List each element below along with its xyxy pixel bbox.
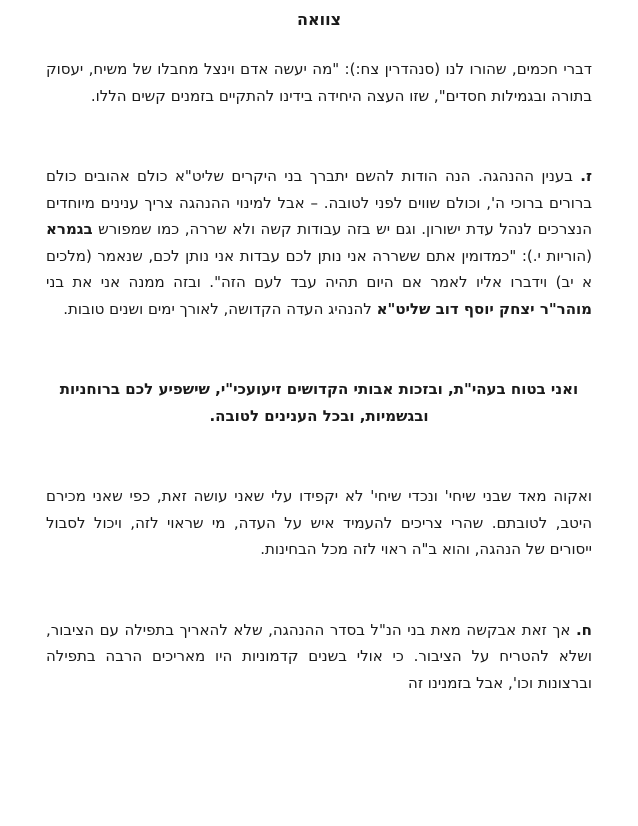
hope-paragraph: ואקוה מאד שבני שיחי' ונכדי שיחי' לא יקפידו עלי שאני עושה זאת, כפי שאני מכירם היטב, לטובתם. שהרי צריכים להעמיד איש על העדה, מי שראוי לזה, ויכול לסבול ייסורים של הנהגה, והוא ב"ה ראוי לזה מכל הבחינות. — [46, 487, 592, 558]
section-h-letter: ח. — [575, 620, 592, 639]
intro-paragraph: דברי חכמים, שהורו לנו (סנהדרין צח:): "מה יעשה אדם וינצל מחבלו של משיח, יעסוק בתורה ובגמילות חסדים", שזו העצה היחידה בידינו להתקיים בזמנים קשים הללו. — [46, 60, 592, 105]
section-z-text-1: בענין ההנהגה. הנה הודות להשם יתברך בני היקרים שליט"א כולם אהובים כולם ברורים ברוכי ה', וכולם שווים לפני לטובה. – אבל למינוי ההנהגה צריך ענינים מיוחדים הנצרכים לנהל עדת ישורון. וגם יש בזה עבודות קשה ולא שררה, כמו שמפורש — [46, 167, 592, 238]
document-page — [46, 0, 592, 696]
section-z-bold-gemara: בגמרא — [46, 220, 93, 238]
section-z-paragraph — [46, 163, 592, 322]
section-z-text-3: להנהיג העדה הקדושה, לאורך ימים ושנים טובות. — [63, 299, 377, 318]
section-h-paragraph — [46, 617, 592, 697]
section-z-bold-name: מוהר"ר יצחק יוסף דוב שליט"א — [376, 299, 592, 318]
section-h-text: אך זאת אבקשה מאת בני הנ"ל בסדר ההנהגה, שלא להאריך בתפילה עם הציבור, ושלא להטריח על הציבור. כי אולי בשנים קדמוניות היו מאריכים הרבה בתפילה וברצונות וכו', אבל בזמנינו זה — [46, 620, 592, 692]
document-title: צוואה — [296, 10, 342, 29]
section-z-letter: ז. — [580, 167, 592, 185]
section-z-text-2: (הוריות י.): "כמדומין אתם ששררה אני נותן לכם עבדות אני נותן לכם, שנאמר (מלכים א יב) וידברו אליו לאמר אם היום תהיה עבד לעם הזה". ובזה ממנה אני את בני — [46, 246, 592, 291]
blessing-paragraph: ואני בטוח בעהי"ת, ובזכות אבותי הקדושים זיעועכי"י, שישפיע לכם ברוחניות ובגשמיות, ובכל הענינים לטובה. — [59, 380, 579, 425]
